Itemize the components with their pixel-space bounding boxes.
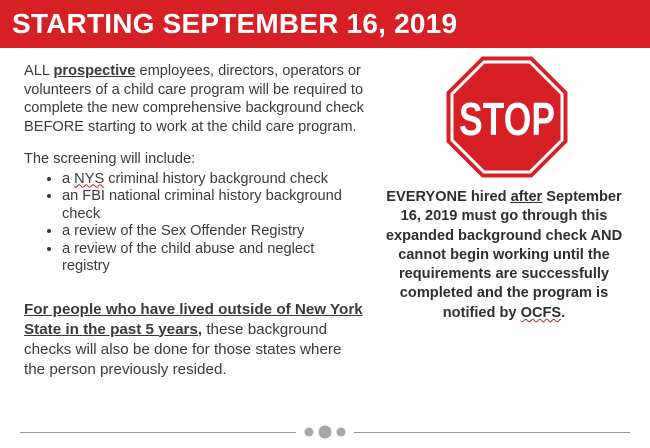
intro-text-start: ALL [24, 63, 54, 79]
intro-emphasis: prospective [53, 63, 136, 79]
notice-underlined: after [510, 189, 543, 205]
stop-sign-label: STOP [459, 93, 555, 145]
divider-right [354, 432, 630, 433]
list-item: • a review of the child abuse and neglect registry [62, 241, 364, 276]
list-item: • a review of the Sex Offender Registry [62, 223, 364, 241]
page-title-banner [0, 0, 650, 48]
screening-title: The screening will include: [24, 151, 196, 167]
outside-state-text: these background checks will also be done for those states where the person previously resided. [24, 320, 342, 378]
list-item: • an FBI national criminal history background check [62, 188, 364, 223]
list-item: • a NYS criminal history background check [62, 171, 364, 189]
notice-text: EVERYONE hired after September 16, 2019 must go through this expanded background check AND cannot begin working until the requirements are successfully completed and the program is notified by OCFS. [385, 189, 623, 321]
screening-list [24, 171, 364, 276]
divider-left [20, 432, 296, 433]
outside-state-highlight: For people who have lived outside of New York State in the past 5 years, [24, 300, 363, 338]
stop-sign-icon [443, 53, 571, 181]
intro-text-end: employees, directors, operators or volunteers of a child care program will be required to complete the new comprehensive background check BEFORE starting to work at the child care program. [24, 63, 364, 135]
page-title: STARTING SEPTEMBER 16, 2019 [12, 8, 458, 39]
intro-paragraph [24, 62, 364, 136]
dots-ornament-icon [301, 424, 349, 440]
left-column [24, 62, 364, 380]
outside-state-paragraph [24, 300, 364, 380]
